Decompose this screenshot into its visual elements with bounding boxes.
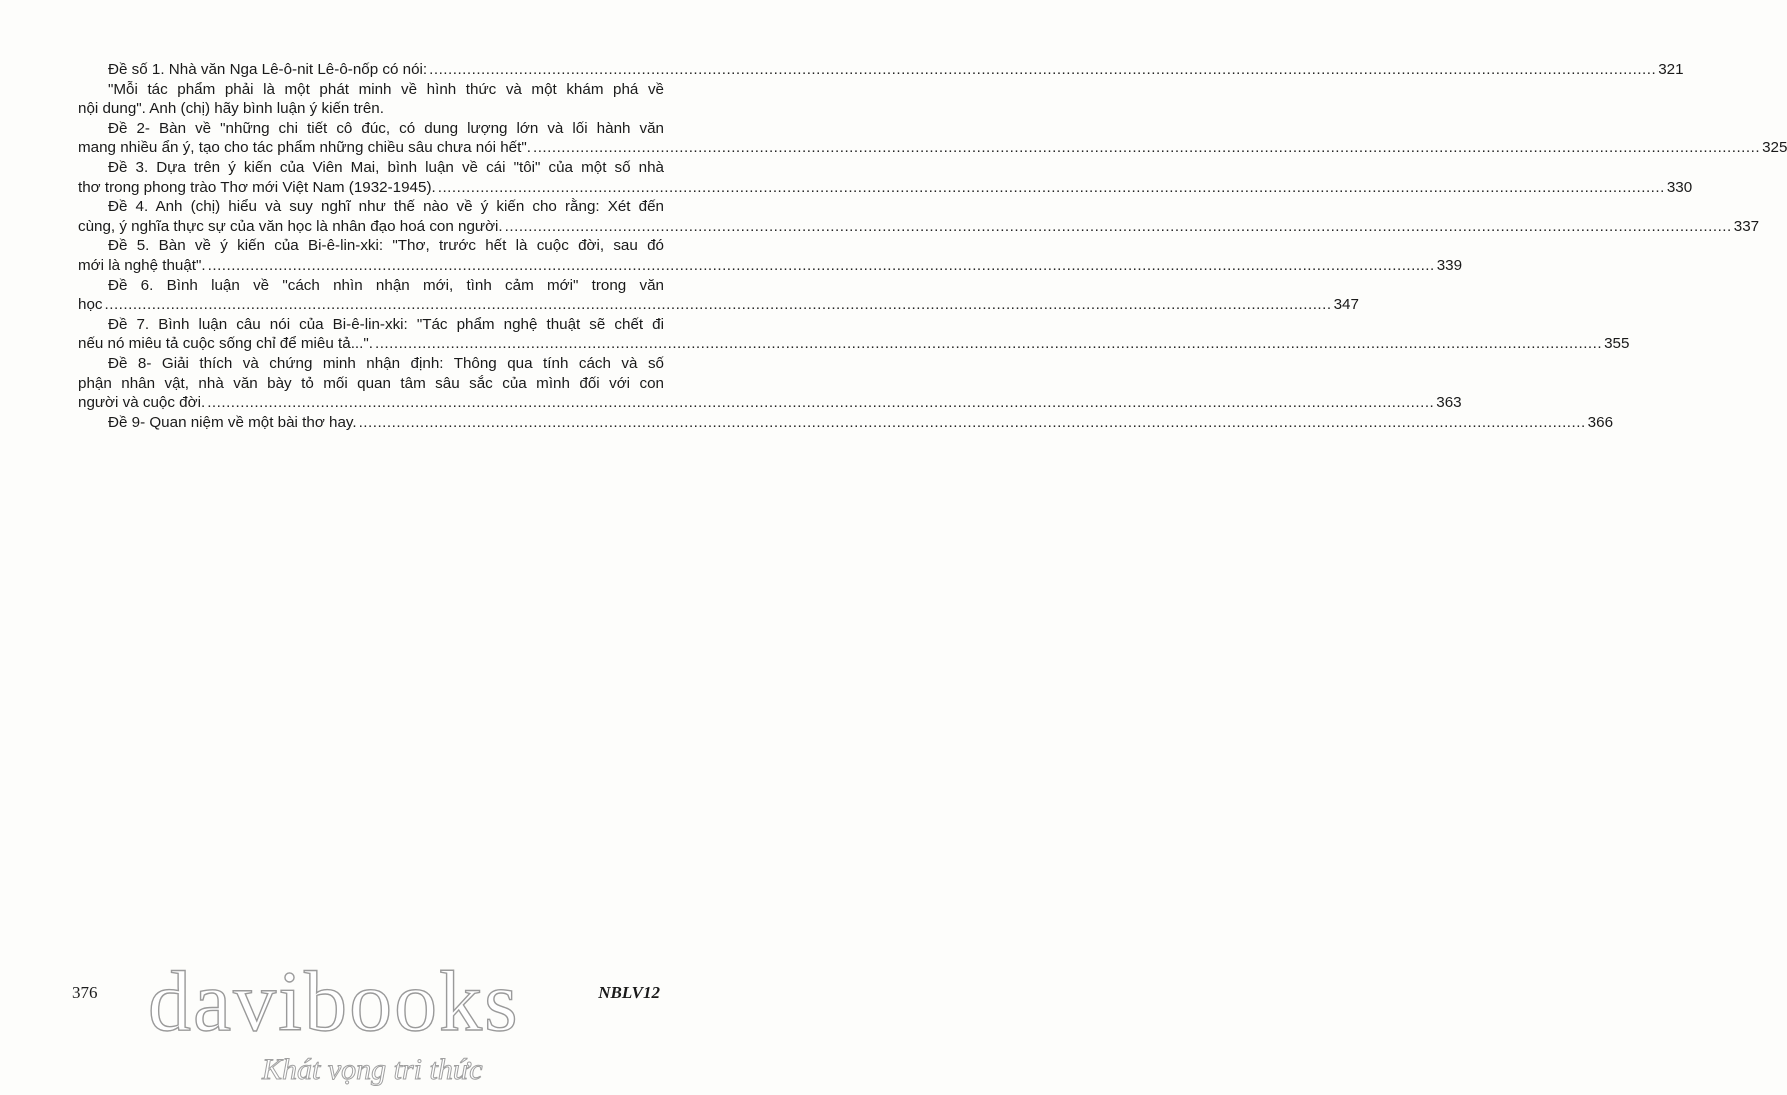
toc-entry [78, 413, 1614, 433]
toc-line [78, 60, 1684, 80]
toc-entry [78, 236, 1463, 275]
toc-page-number: 366 [1587, 413, 1614, 431]
toc-line-text: mới là nghệ thuật". [78, 256, 206, 274]
book-code: NBLV12 [598, 983, 660, 1002]
toc-line [78, 256, 1463, 276]
toc-line: phận nhân vật, nhà văn bày tỏ mối quan tâm sâu sắc của mình đối với con [78, 374, 664, 392]
toc-entry [78, 315, 1630, 354]
toc-entry [78, 60, 1684, 80]
toc-line: Đề 5. Bàn về ý kiến của Bi-ê-lin-xki: "Thơ, trước hết là cuộc đời, sau đó [108, 237, 664, 255]
toc-page-number: 363 [1436, 394, 1462, 412]
toc-line [78, 334, 1630, 354]
toc-line-text: thơ trong phong trào Thơ mới Việt Nam (1932-1945). [78, 178, 436, 196]
toc-page-number: 347 [1333, 296, 1359, 314]
dot-leader: .................................................................................................................................................................................................................................................................... [104, 296, 1332, 314]
toc-line: Đề 6. Bình luận về "cách nhìn nhận mới, tình cảm mới" trong văn [108, 276, 664, 294]
toc-line: Đề 7. Bình luận câu nói của Bi-ê-lin-xki: "Tác phẩm nghệ thuật sẽ chết đi [108, 315, 664, 333]
toc-line-text: Đề số 1. Nhà văn Nga Lê-ô-nit Lê-ô-nốp có nói: [108, 61, 428, 78]
toc-entry [78, 197, 1760, 236]
toc-line: Đề 3. Dựa trên ý kiến của Viên Mai, bình luận về cái "tôi" của một số nhà [108, 158, 664, 176]
dot-leader: .................................................................................................................................................................................................................................................................... [207, 256, 1435, 274]
toc-line-text: mang nhiều ẩn ý, tạo cho tác phẩm những chiều sâu chưa nói hết". [78, 139, 531, 157]
toc-line-text: học [78, 296, 103, 314]
toc-line [78, 295, 1359, 315]
toc-entry [78, 80, 664, 119]
dot-leader: .................................................................................................................................................................................................................................................................... [358, 413, 1586, 431]
toc-line: "Mỗi tác phẩm phải là một phát minh về hình thức và một khám phá về [108, 80, 664, 98]
toc-page-number: 337 [1733, 217, 1760, 235]
table-of-contents [78, 60, 1787, 432]
toc-page-number: 325 [1762, 139, 1787, 157]
dot-leader: .................................................................................................................................................................................................................................................................... [374, 335, 1603, 353]
toc-page-number: 330 [1666, 178, 1693, 196]
toc-line: Đề 4. Anh (chị) hiểu và suy nghĩ như thế nào về ý kiến cho rằng: Xét đến [108, 198, 664, 216]
toc-line: nội dung". Anh (chị) hãy bình luận ý kiến trên. [78, 100, 384, 118]
dot-leader: .................................................................................................................................................................................................................................................................... [429, 61, 1657, 78]
toc-line-text: người và cuộc đời. [78, 394, 206, 412]
toc-line [78, 178, 1693, 198]
toc-line: Đề 2- Bàn về "những chi tiết cô đúc, có dung lượng lớn và lối hành văn [108, 119, 664, 137]
toc-line-text: nếu nó miêu tả cuộc sống chỉ để miêu tả...". [78, 335, 373, 353]
toc-page-number: 321 [1658, 61, 1684, 78]
toc-entry [78, 354, 1462, 413]
watermark-brand: davibooks [148, 953, 520, 1049]
toc-line [78, 413, 1614, 433]
toc-entry [78, 276, 1359, 315]
toc-line-text: cùng, ý nghĩa thực sự của văn học là nhân đạo hoá con người. [78, 217, 503, 235]
toc-line [78, 138, 1787, 158]
toc-page-number: 339 [1436, 256, 1463, 274]
toc-line [78, 393, 1462, 413]
dot-leader: .................................................................................................................................................................................................................................................................... [207, 394, 1435, 412]
dot-leader: .................................................................................................................................................................................................................................................................... [437, 178, 1665, 196]
page-number: 376 [72, 983, 98, 1002]
toc-line-text: Đề 9- Quan niệm về một bài thơ hay. [108, 413, 357, 431]
dot-leader: .................................................................................................................................................................................................................................................................... [532, 139, 1761, 157]
toc-page-number: 355 [1604, 335, 1630, 353]
toc-line [78, 217, 1760, 237]
toc-entry [78, 119, 1787, 158]
toc-entry [78, 158, 1693, 197]
watermark-slogan: Khát vọng tri thức [262, 1053, 483, 1086]
toc-line: Đề 8- Giải thích và chứng minh nhận định: Thông qua tính cách và số [108, 354, 664, 372]
dot-leader: .................................................................................................................................................................................................................................................................... [504, 217, 1732, 235]
